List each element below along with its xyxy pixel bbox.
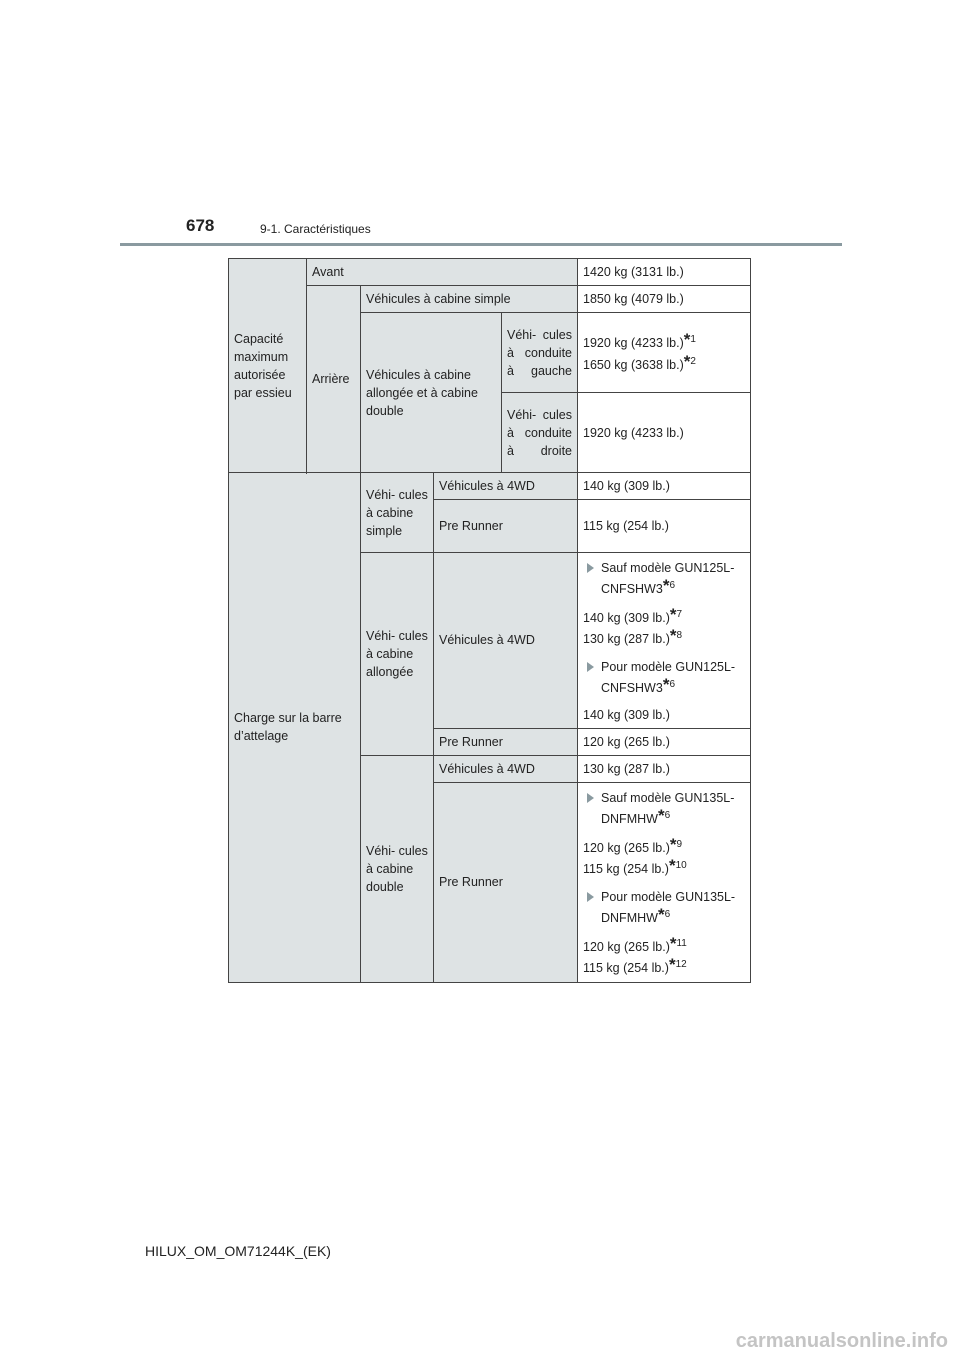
avant-label: Avant [307,259,578,286]
allongee-value-3: 140 kg (309 lb.) [583,707,670,722]
conduite-droite-value: 1920 kg (4233 lb.) [578,393,751,473]
footer-doc-code: HILUX_OM_OM71244K_(EK) [145,1243,331,1259]
footnote-marker: * [669,834,677,854]
bullet-triangle-icon [587,793,594,803]
footnote-number: 12 [675,959,687,971]
footnote-marker: * [668,955,676,975]
footnote-number: 1 [690,334,696,346]
double-pr-values [578,782,751,982]
allongee-double-label: Véhicules à cabine allongée et à cabine double [361,313,502,473]
footnote-number: 7 [676,609,683,621]
charge-label: Charge sur la barre d’attelage [229,473,361,983]
page-number: 678 [186,216,215,235]
conduite-droite-label: Véhi- cules à conduite à droite [502,393,578,473]
conduite-gauche-value1: 1920 kg (4233 lb.) [583,336,684,351]
double-bullet-1: Sauf modèle GUN135L-DNFMHW [601,790,735,826]
allongee-pr-value: 120 kg (265 lb.) [578,728,751,755]
footnote-marker: * [669,934,677,954]
double-value-3: 120 kg (265 lb.) [583,940,670,955]
double-label: Véhi- cules à cabine double [361,755,434,982]
conduite-gauche-label: Véhi- cules à conduite à gauche [502,313,578,393]
bullet-triangle-icon [587,563,594,573]
footnote-marker: * [668,855,676,875]
avant-value: 1420 kg (3131 lb.) [578,259,751,286]
footnote-marker: * [662,675,670,695]
conduite-gauche-values [578,313,751,393]
footnote-number: 8 [676,630,683,642]
double-bullet-2: Pour modèle GUN135L-DNFMHW [601,890,736,926]
simple-4wd-value: 140 kg (309 lb.) [578,473,751,500]
footnote-marker: * [662,576,670,595]
double-value-2: 115 kg (254 lb.) [583,862,669,877]
footnote-marker: * [683,351,691,371]
allongee-bullet-2: Pour modèle GUN125L-CNFSHW3 [601,660,736,696]
allongee-pr-label: Pre Runner [434,728,578,755]
allongee-4wd-values [578,553,751,729]
conduite-gauche-value2: 1650 kg (3638 lb.) [583,357,684,372]
footnote-number: 11 [676,938,687,950]
header-rule [120,243,842,246]
double-value-4: 115 kg (254 lb.) [583,961,669,976]
footnote-marker: * [683,330,691,350]
allongee-value-1: 140 kg (309 lb.) [583,611,670,626]
simple-label: Véhi- cules à cabine simple [361,473,434,553]
bullet-triangle-icon [587,892,594,902]
footnote-number: 9 [676,838,683,850]
footnote-marker: * [657,905,665,925]
footnote-number: 2 [690,355,696,367]
footnote-marker: * [657,805,665,825]
footnote-marker: * [669,626,677,646]
allongee-value-2: 130 kg (287 lb.) [583,632,670,647]
watermark: carmanualsonline.info [735,1330,948,1352]
footnote-number: 6 [669,580,675,591]
cabine-simple-value: 1850 kg (4079 lb.) [578,286,751,313]
simple-pr-value: 115 kg (254 lb.) [578,500,751,553]
section-title: 9-1. Caractéristiques [260,222,371,236]
footnote-number: 6 [669,679,675,691]
double-pr-label: Pre Runner [434,782,578,982]
allongee-4wd-label: Véhicules à 4WD [434,553,578,729]
footnote-number: 10 [675,859,687,871]
arriere-label: Arrière [307,286,361,473]
footnote-number: 6 [664,809,671,821]
bullet-triangle-icon [587,662,594,672]
capacite-label: Capacité maximum autorisée par essieu [229,259,307,473]
allongee-label: Véhi- cules à cabine allongée [361,553,434,756]
spec-table [228,258,751,983]
footnote-number: 6 [664,909,671,921]
double-value-1: 120 kg (265 lb.) [583,840,670,855]
allongee-bullet-1: Sauf modèle GUN125L-CNFSHW3 [601,561,735,597]
double-4wd-label: Véhicules à 4WD [434,755,578,782]
simple-pr-label: Pre Runner [434,500,578,553]
simple-4wd-label: Véhicules à 4WD [434,473,578,500]
cabine-simple-label: Véhicules à cabine simple [361,286,578,313]
footnote-marker: * [669,605,677,625]
double-4wd-value: 130 kg (287 lb.) [578,755,751,782]
